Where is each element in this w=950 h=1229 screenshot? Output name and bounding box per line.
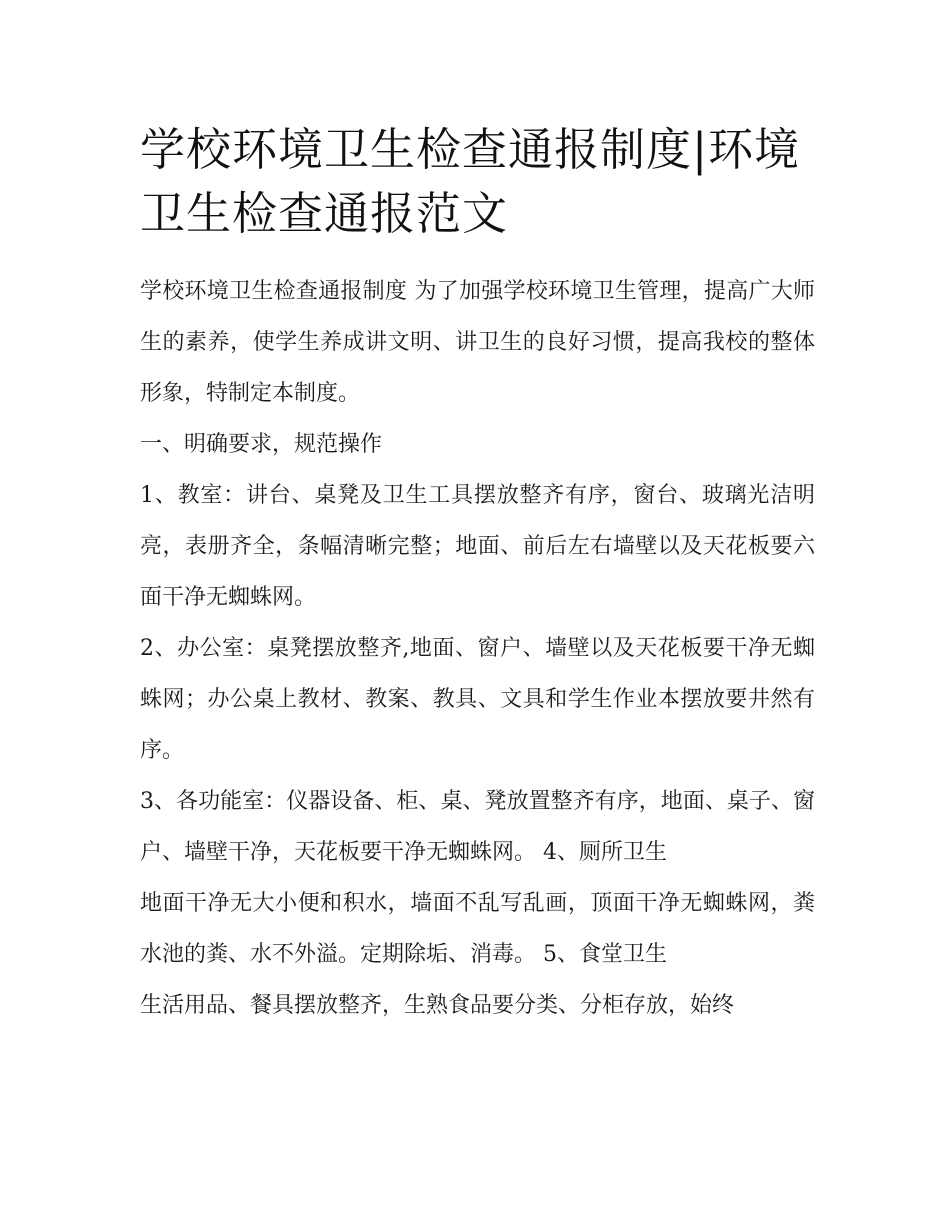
paragraph-canteen: 生活用品、餐具摆放整齐，生熟食品要分类、分柜存放，始终 [140, 993, 735, 1018]
document-title: 学校环境卫生检查通报制度|环境卫生检查通报范文 [140, 123, 801, 240]
paragraph-classroom: 1、教室：讲台、桌凳及卫生工具摆放整齐有序，窗台、玻璃光洁明亮，表册齐全，条幅清晰完整；地面、前后左右墙壁以及天花板要六面干净无蜘蛛网。 [140, 483, 815, 610]
paragraph-intro: 学校环境卫生检查通报制度 为了加强学校环境卫生管理，提高广大师生的素养，使学生养成讲文明、讲卫生的良好习惯，提高我校的整体形象，特制定本制度。 [140, 279, 815, 406]
section-heading-requirements: 一、明确要求，规范操作 [140, 432, 383, 457]
paragraph-office: 2、办公室：桌凳摆放整齐,地面、窗户、墙壁以及天花板要干净无蜘蛛网；办公桌上教材、教案、教具、文具和学生作业本摆放要井然有序。 [140, 636, 815, 763]
paragraph-function-rooms: 3、各功能室：仪器设备、柜、桌、凳放置整齐有序，地面、桌子、窗户、墙壁干净，天花板要干净无蜘蛛网。 4、厕所卫生 [140, 789, 815, 865]
paragraph-toilet: 地面干净无大小便和积水，墙面不乱写乱画，顶面干净无蜘蛛网，粪水池的粪、水不外溢。定期除垢、消毒。 5、食堂卫生 [140, 891, 815, 967]
document-body [140, 118, 815, 1031]
